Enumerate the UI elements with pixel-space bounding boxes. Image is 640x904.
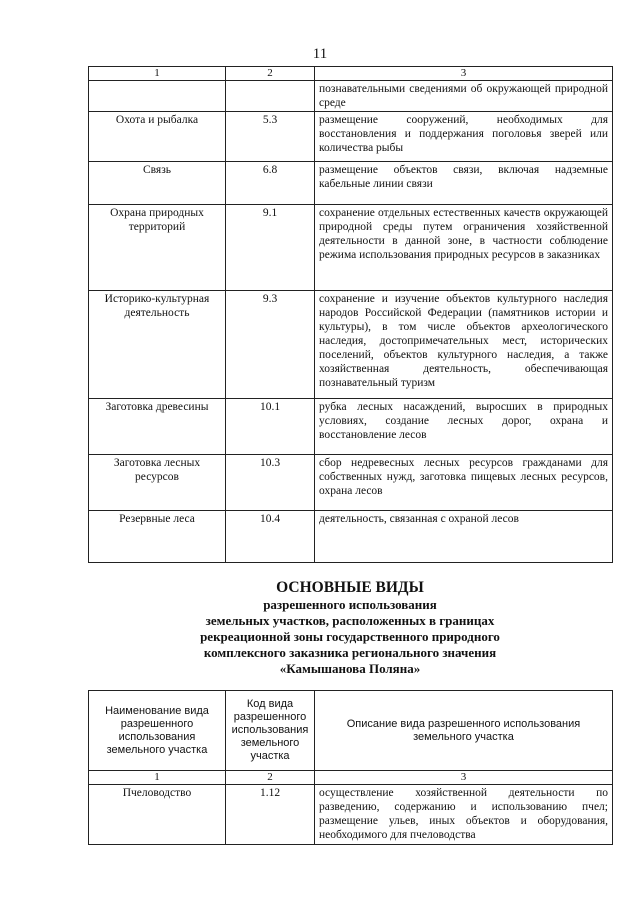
column-number-row bbox=[89, 771, 613, 785]
column-number: 1 bbox=[89, 771, 226, 785]
table-row bbox=[89, 291, 613, 399]
use-name: Связь bbox=[89, 162, 226, 205]
column-header-name: Наименование вида разрешенного использования земельного участка bbox=[89, 691, 226, 771]
use-description: познавательными сведениями об окружающей природной среде bbox=[315, 81, 613, 112]
use-name: Охота и рыбалка bbox=[89, 112, 226, 162]
table-row bbox=[89, 112, 613, 162]
use-name: Заготовка лесных ресурсов bbox=[89, 455, 226, 511]
use-name: Заготовка древесины bbox=[89, 399, 226, 455]
use-description: деятельность, связанная с охраной лесов bbox=[315, 511, 613, 563]
use-code: 10.3 bbox=[226, 455, 315, 511]
table-row bbox=[89, 81, 613, 112]
page-number: 11 bbox=[312, 46, 328, 62]
section-heading-title: ОСНОВНЫЕ ВИДЫ bbox=[276, 579, 424, 596]
column-header-code: Код вида разрешенного использования земельного участка bbox=[226, 691, 315, 771]
section-heading-line: комплексного заказника регионального значения bbox=[203, 645, 497, 660]
use-name: Историко-культурная деятельность bbox=[89, 291, 226, 399]
use-description: размещение сооружений, необходимых для восстановления и поддержания поголовья зверей или количества рыбы bbox=[315, 112, 613, 162]
use-name: Резервные леса bbox=[89, 511, 226, 563]
use-code: 9.3 bbox=[226, 291, 315, 399]
column-number-row bbox=[89, 67, 613, 81]
column-number: 3 bbox=[315, 771, 613, 785]
table-row bbox=[89, 162, 613, 205]
table-header-row bbox=[89, 691, 613, 771]
use-description: сохранение и изучение объектов культурного наследия народов Российской Федерации (памятников истории и культуры), в том числе объектов археологического наследия, достопримечательных мест, исторических поселений, объектов культурного наследия, а также хозяйственная деятельность, обеспечивающая познавательный туризм bbox=[315, 291, 613, 399]
section-heading-line: земельных участков, расположенных в границах bbox=[205, 613, 495, 628]
use-code: 1.12 bbox=[226, 785, 315, 845]
section-heading-line: разрешенного использования bbox=[263, 597, 437, 612]
table-row bbox=[89, 455, 613, 511]
section-heading-line: рекреационной зоны государственного природного bbox=[200, 629, 500, 644]
table-row bbox=[89, 205, 613, 291]
use-description: сбор недревесных лесных ресурсов гражданами для собственных нужд, заготовка пищевых лесных ресурсов, охрана лесов bbox=[315, 455, 613, 511]
use-name: Пчеловодство bbox=[89, 785, 226, 845]
column-number: 3 bbox=[315, 67, 613, 81]
use-code: 10.1 bbox=[226, 399, 315, 455]
use-code: 5.3 bbox=[226, 112, 315, 162]
use-code bbox=[226, 81, 315, 112]
use-description: рубка лесных насаждений, выросших в природных условиях, создание лесных дорог, охрана и восстановление лесов bbox=[315, 399, 613, 455]
table-row bbox=[89, 511, 613, 563]
recreational-zone-table bbox=[88, 690, 613, 845]
use-code: 10.4 bbox=[226, 511, 315, 563]
column-header-description: Описание вида разрешенного использования земельного участка bbox=[315, 691, 613, 771]
column-number: 2 bbox=[226, 771, 315, 785]
section-heading bbox=[88, 578, 612, 677]
table-row bbox=[89, 399, 613, 455]
section-heading-line: «Камышанова Поляна» bbox=[279, 661, 421, 676]
column-number: 2 bbox=[226, 67, 315, 81]
column-number: 1 bbox=[89, 67, 226, 81]
use-code: 9.1 bbox=[226, 205, 315, 291]
use-name bbox=[89, 81, 226, 112]
table-row bbox=[89, 785, 613, 845]
use-description: размещение объектов связи, включая надземные кабельные линии связи bbox=[315, 162, 613, 205]
use-name: Охрана природных территорий bbox=[89, 205, 226, 291]
use-description: осуществление хозяйственной деятельности по разведению, содержанию и использованию пчел; размещение ульев, иных объектов и оборудования, необходимого для пчеловодства bbox=[315, 785, 613, 845]
use-code: 6.8 bbox=[226, 162, 315, 205]
land-use-table-continued bbox=[88, 66, 613, 563]
use-description: сохранение отдельных естественных качеств окружающей природной среды путем ограничения хозяйственной деятельности в данной зоне, в частности соблюдение режима использования природных ресурсов в заказниках bbox=[315, 205, 613, 291]
